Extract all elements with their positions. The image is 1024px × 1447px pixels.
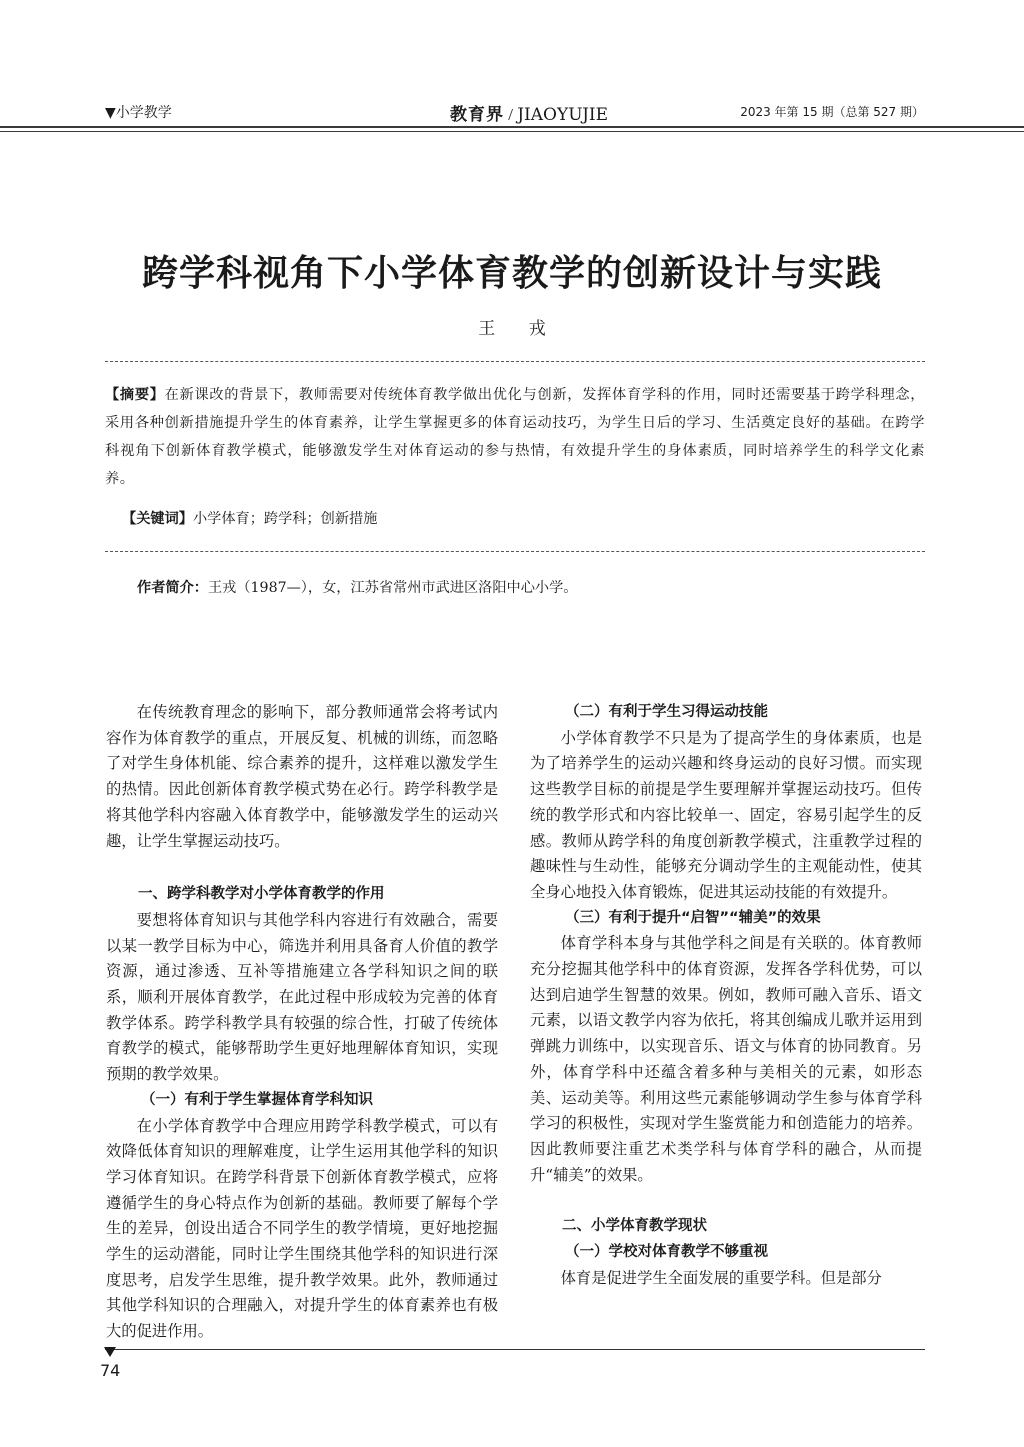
abstract bbox=[105, 381, 925, 493]
magazine-separator: / bbox=[504, 105, 518, 124]
body-paragraph: 在小学体育教学中合理应用跨学科教学模式，可以有效降低体育知识的理解难度，让学生运用其他学科的知识学习体育知识。在跨学科背景下创新体育教学模式，应将遵循学生的身心特点作为创新的基础。教师要了解每个学生的差异，创设出适合不同学生的教学情境，更好地挖掘学生的运动潜能，同时让学生围绕其他学科的知识进行深度思考，启发学生思维，提升教学效果。此外，教师通过其他学科知识的合理融入，对提升学生的体育素养也有极大的促进作用。 bbox=[106, 1116, 498, 1341]
subsection-heading-1-2: （二）有利于学生习得运动技能 bbox=[565, 704, 768, 720]
magazine-name-cn: 教育界 bbox=[450, 105, 504, 125]
magazine-name-en: JIAOYUJIE bbox=[517, 105, 609, 125]
spacer bbox=[530, 1188, 922, 1214]
spacer bbox=[106, 854, 498, 882]
body-column-right bbox=[530, 700, 922, 1291]
body-paragraph: 小学体育教学不只是为了提高学生的身体素质，也是为了培养学生的运动兴趣和终身运动的良好习惯。而实现这些教学目标的前提是学生要理解并掌握运动技巧。但传统的教学形式和内容比较单一、固定，容易引起学生的反感。教师从跨学科的角度创新教学模式，注重教学过程的趣味性与生动性，能够充分调动学生的主观能动性，使其全身心地投入体育锻炼，促进其运动技能的有效提升。 bbox=[530, 728, 922, 901]
author-bio-text: 王戎（1987—），女，江苏省常州市武进区洛阳中心小学。 bbox=[207, 580, 578, 596]
body-paragraph: 体育学科本身与其他学科之间是有关联的。体育教师充分挖掘其他学科中的体育资源，发挥各学科优势，可以达到启迪学生智慧的效果。例如，教师可融入音乐、语文元素，以语文教学内容为依托，将其创编成儿歌并运用到弹跳力训练中，以实现音乐、语文与体育的协同教育。另外，体育学科中还蕴含着多种与美相关的元素，如形态美、运动美等。利用这些元素能够调动学生参与体育学科学习的积极性，实现对学生鉴赏能力和创造能力的培养。因此教师要注重艺术类学科与体育学科的融合，从而提升“辅美”的效果。 bbox=[530, 934, 922, 1184]
header-rule-thin bbox=[0, 131, 1024, 132]
keywords-text: 小学体育；跨学科；创新措施 bbox=[192, 511, 378, 527]
section-heading-1: 一、跨学科教学对小学体育教学的作用 bbox=[138, 886, 385, 903]
running-header bbox=[105, 100, 924, 124]
body-column-left bbox=[106, 700, 498, 1345]
section-label: ▼小学教学 bbox=[105, 105, 172, 121]
intro-paragraph: 在传统教育理念的影响下，部分教师通常会将考试内容作为体育教学的重点，开展反复、机械的训练，而忽略了对学生身体机能、综合素养的提升，这样难以激发学生的热情。因此创新体育教学模式势在必行。跨学科教学是将其他学科内容融入体育教学中，能够激发学生的运动兴趣，让学生掌握运动技巧。 bbox=[106, 703, 498, 850]
body-paragraph: 体育是促进学生全面发展的重要学科。但是部分 bbox=[560, 1268, 882, 1287]
magazine-name bbox=[450, 100, 608, 125]
divider-dashed-bottom bbox=[105, 551, 925, 552]
header-rule-thick bbox=[0, 126, 1024, 128]
abstract-label: 【摘要】 bbox=[105, 387, 165, 403]
keywords bbox=[122, 505, 922, 533]
subsection-heading-1-1: （一）有利于学生掌握体育学科知识 bbox=[141, 1091, 373, 1108]
author-bio-label: 作者简介： bbox=[137, 580, 208, 596]
abstract-text: 在新课改的背景下，教师需要对传统体育教学做出优化与创新，发挥体育学科的作用，同时还需要基于跨学科理念，采用各种创新措施提升学生的体育素养，让学生掌握更多的体育运动技巧，为学生日后的学习、生活奠定良好的基础。在跨学科视角下创新体育教学模式，能够激发学生对体育运动的参与热情，有效提升学生的身体素质，同时培养学生的科学文化素养。 bbox=[105, 387, 925, 487]
article-author: 王 戎 bbox=[478, 319, 560, 339]
triangle-marker-icon bbox=[104, 1347, 116, 1357]
body-paragraph: 要想将体育知识与其他学科内容进行有效融合，需要以某一教学目标为中心，筛选并利用具备育人价值的教学资源，通过渗透、互补等措施建立各学科知识之间的联系，顺利开展体育教学，在此过程中形成较为完善的体育教学体系。跨学科教学具有较强的综合性，打破了传统体育教学的模式，能够帮助学生更好地理解体育知识，实现预期的教学效果。 bbox=[106, 910, 498, 1084]
subsection-heading-2-1: （一）学校对体育教学不够重视 bbox=[565, 1244, 768, 1261]
divider-dashed-top bbox=[105, 361, 925, 362]
article-title: 跨学科视角下小学体育教学的创新设计与实践 bbox=[141, 252, 882, 294]
footer-rule bbox=[105, 1349, 925, 1350]
subsection-heading-1-3: （三）有利于提升“启智”“辅美”的效果 bbox=[565, 909, 821, 926]
keywords-label: 【关键词】 bbox=[122, 511, 193, 527]
section-heading-2: 二、小学体育教学现状 bbox=[562, 1218, 707, 1235]
issue-info: 2023 年第 15 期（总第 527 期） bbox=[740, 105, 924, 119]
page-number: 74 bbox=[100, 1361, 121, 1380]
author-bio bbox=[137, 574, 917, 602]
